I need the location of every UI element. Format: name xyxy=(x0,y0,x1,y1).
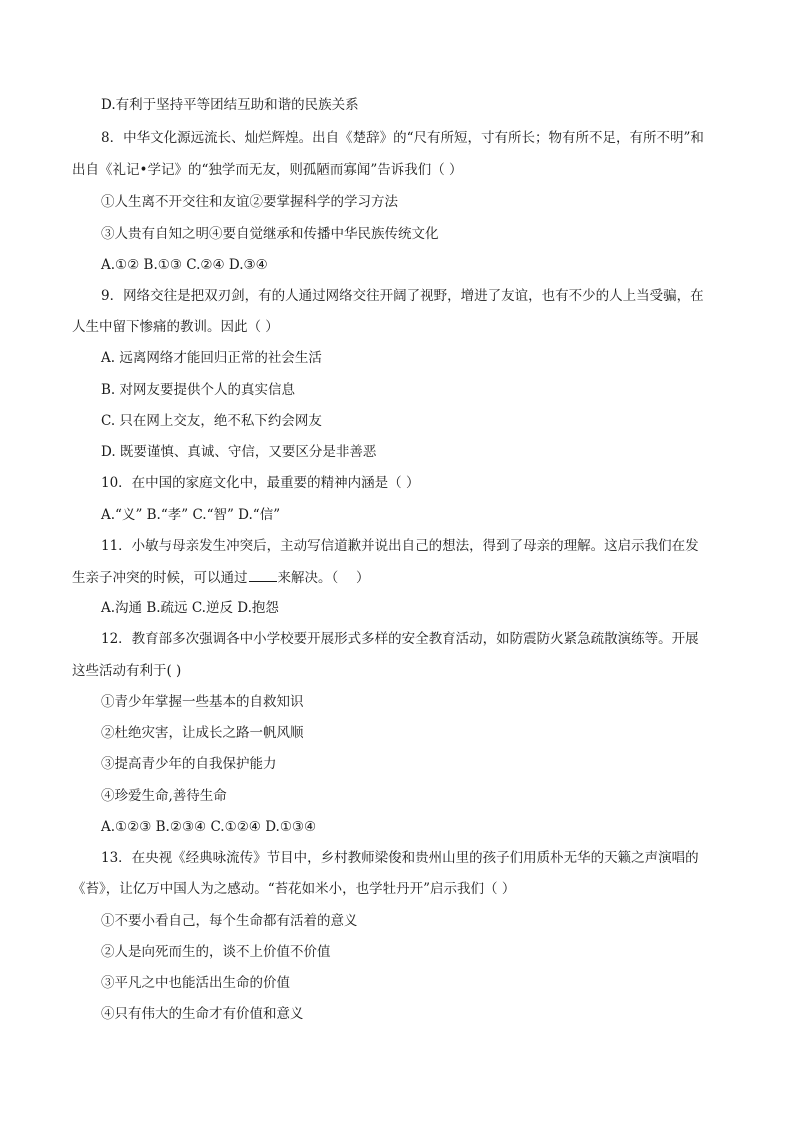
q11-stem-line2-end: 来解决。（ ） xyxy=(277,570,370,586)
q9-option-c: C. 只在网上交友，绝不私下约会网友 xyxy=(101,413,322,429)
q13-stem-line1: 13．在央视《经典咏流传》节目中，乡村教师梁俊和贵州山里的孩子们用质朴无华的天籁之声演唱的 xyxy=(101,850,699,866)
q13-statement-3: ③平凡之中也能活出生命的价值 xyxy=(101,975,290,991)
q12-statement-2: ②杜绝灾害，让成长之路一帆风顺 xyxy=(101,725,304,741)
q12-statement-4: ④珍爱生命,善待生命 xyxy=(101,788,227,804)
q12-statement-1: ①青少年掌握一些基本的自救知识 xyxy=(101,694,304,710)
q9-stem-line2: 人生中留下惨痛的教训。因此（ ） xyxy=(72,319,279,335)
q12-statement-3: ③提高青少年的自我保护能力 xyxy=(101,756,277,772)
q11-stem-line1: 11．小敏与母亲发生冲突后，主动写信道歉并说出自己的想法，得到了母亲的理解。这启示我们在发 xyxy=(101,538,699,554)
answer-blank xyxy=(249,567,277,582)
q9-option-b: B. 对网友要提供个人的真实信息 xyxy=(101,382,296,398)
q8-options: A.①② B.①③ C.②④ D.③④ xyxy=(101,257,268,273)
q9-stem-line1: 9．网络交往是把双刃剑，有的人通过网络交往开阔了视野，增进了友谊，也有不少的人上当受骗，在 xyxy=(101,288,704,304)
q8-statement-1-2: ①人生离不开交往和友谊②要掌握科学的学习方法 xyxy=(101,194,398,210)
q13-statement-2: ②人是向死而生的，谈不上价值不价值 xyxy=(101,944,331,960)
q8-statement-3-4: ③人贵有自知之明④要自觉继承和传播中华民族传统文化 xyxy=(101,226,439,242)
q11-options: A.沟通 B.疏远 C.逆反 D.抱怨 xyxy=(101,600,279,616)
q13-stem-line2: 《苔》，让亿万中国人为之感动。“苔花如米小，也学牡丹开”启示我们（ ） xyxy=(72,881,516,897)
q9-option-d: D. 既要谨慎、真诚、守信，又要区分是非善恶 xyxy=(101,444,377,460)
q11-stem-line2-start: 生亲子冲突的时候，可以通过 xyxy=(72,570,248,586)
q8-stem-line1: 8．中华文化源远流长、灿烂辉煌。出自《楚辞》的“尺有所短，寸有所长；物有所不足，有所不明”和 xyxy=(101,130,704,146)
q11-stem-line2 xyxy=(72,567,370,588)
q10-stem: 10．在中国的家庭文化中，最重要的精神内涵是（ ） xyxy=(101,475,420,491)
q12-options: A.①②③ B.②③④ C.①②④ D.①③④ xyxy=(101,819,317,835)
q9-option-a: A. 远离网络才能回归正常的社会生活 xyxy=(101,350,322,366)
q13-statement-1: ①不要小看自己，每个生命都有活着的意义 xyxy=(101,913,358,929)
q12-stem-line1: 12．教育部多次强调各中小学校要开展形式多样的安全教育活动，如防震防火紧急疏散演练等。开展 xyxy=(101,631,699,647)
q13-statement-4: ④只有伟大的生命才有价值和意义 xyxy=(101,1006,304,1022)
q12-stem-line2: 这些活动有利于( ) xyxy=(72,663,182,679)
q8-stem-line2: 出自《礼记•学记》的“独学而无友，则孤陋而寡闻”告诉我们（ ） xyxy=(72,162,463,178)
q10-options: A.“义” B.“孝” C.“智” D.“信” xyxy=(101,507,281,523)
q7-option-d: D.有利于坚持平等团结互助和谐的民族关系 xyxy=(101,97,359,113)
